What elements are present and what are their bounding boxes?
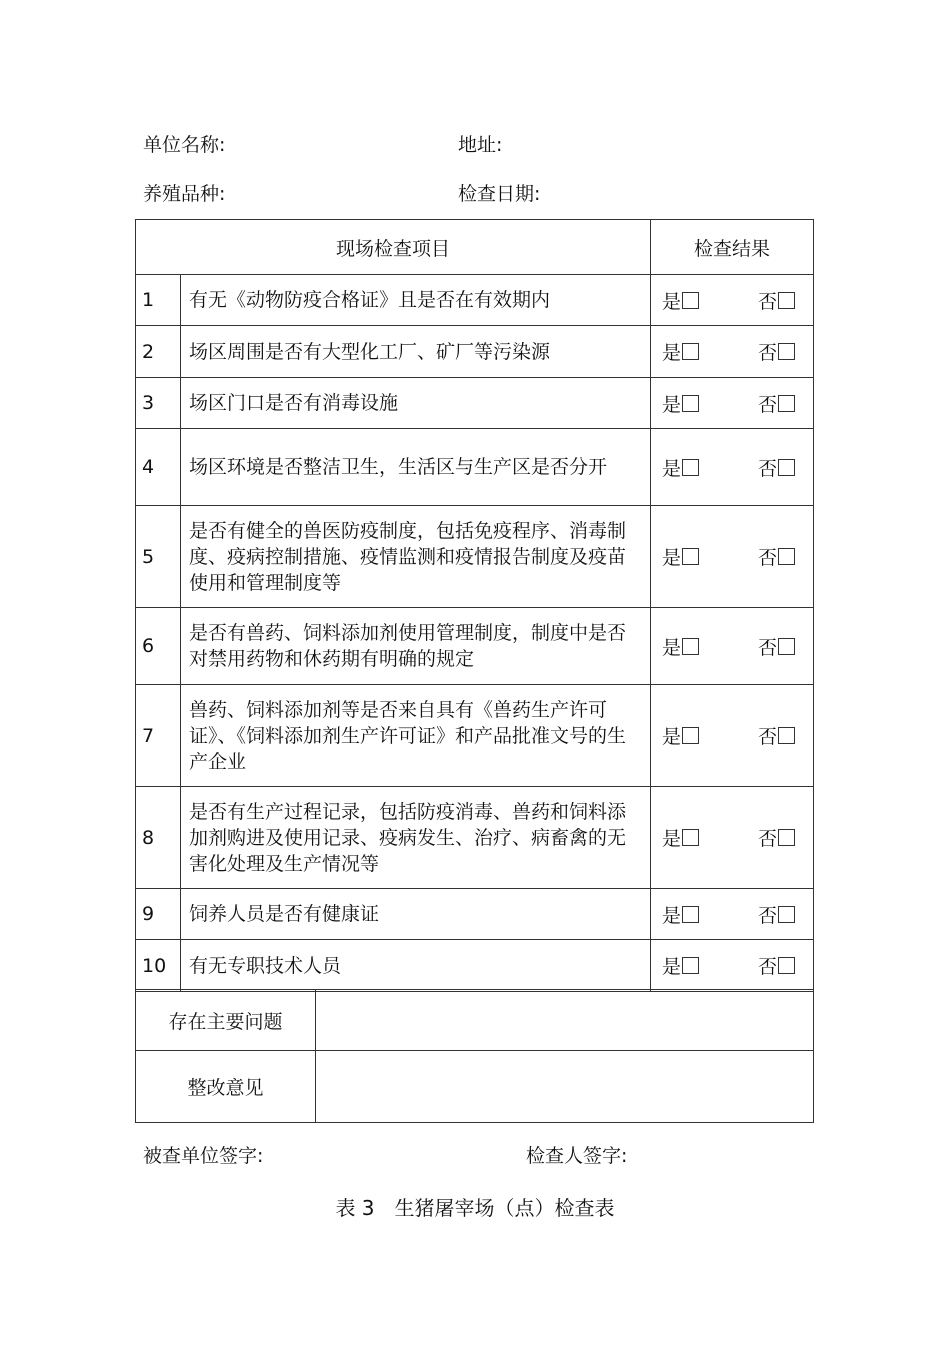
unit-name-label: 单位名称: [143,134,226,156]
row-number: 2 [136,326,181,378]
no-option[interactable] [758,454,795,481]
yes-checkbox[interactable] [682,395,699,412]
row-item-text: 是否有生产过程记录，包括防疫消毒、兽药和饲料添加剂购进及使用记录、疫病发生、治疗、病畜禽的无害化处理及生产情况等 [181,787,651,889]
table-row [136,608,814,685]
no-option[interactable] [758,824,795,851]
no-checkbox[interactable] [778,395,795,412]
table-row [136,429,814,506]
table-row [136,506,814,608]
advice-row [136,1051,814,1123]
yes-label: 是 [662,956,682,978]
inspection-items-table [135,219,814,992]
yes-checkbox[interactable] [682,292,699,309]
no-label: 否 [758,342,778,364]
no-label: 否 [758,828,778,850]
column-header-result: 检查结果 [651,220,814,275]
yes-label: 是 [662,636,682,659]
no-option[interactable] [758,633,795,660]
advice-field[interactable] [316,1051,814,1123]
row-item-text: 场区环境是否整洁卫生，生活区与生产区是否分开 [181,429,651,506]
problems-label: 存在主要问题 [136,990,316,1051]
no-checkbox[interactable] [778,906,795,923]
no-checkbox[interactable] [778,343,795,360]
yes-option[interactable] [662,390,699,417]
no-checkbox[interactable] [778,957,795,974]
row-result [651,787,814,889]
yes-option[interactable] [662,633,699,660]
no-option[interactable] [758,338,795,365]
remarks-table [135,989,814,1123]
row-item-text: 有无专职技术人员 [181,940,651,992]
row-number: 5 [136,506,181,608]
row-result [651,429,814,506]
yes-label: 是 [662,726,682,748]
yes-label: 是 [662,547,682,569]
yes-label: 是 [662,904,682,927]
table-row [136,275,814,326]
row-number: 6 [136,608,181,685]
yes-checkbox[interactable] [682,957,699,974]
yes-checkbox[interactable] [682,548,699,565]
row-result [651,889,814,940]
no-label: 否 [758,547,778,569]
row-item-text: 场区周围是否有大型化工厂、矿厂等污染源 [181,326,651,378]
no-label: 否 [758,726,778,748]
yes-checkbox[interactable] [682,906,699,923]
no-option[interactable] [758,722,795,749]
table-row [136,326,814,378]
no-option[interactable] [758,952,795,979]
breed-label: 养殖品种: [143,183,226,205]
row-number: 7 [136,685,181,787]
yes-option[interactable] [662,454,699,481]
no-option[interactable] [758,390,795,417]
no-label: 否 [758,393,778,416]
row-result [651,506,814,608]
table-row [136,940,814,992]
problems-row [136,990,814,1051]
no-label: 否 [758,457,778,480]
row-result [651,685,814,787]
no-checkbox[interactable] [778,292,795,309]
yes-label: 是 [662,828,682,850]
advice-label: 整改意见 [136,1051,316,1123]
row-item-text: 场区门口是否有消毒设施 [181,378,651,429]
row-number: 8 [136,787,181,889]
no-label: 否 [758,290,778,313]
column-header-items: 现场检查项目 [136,220,651,275]
yes-label: 是 [662,290,682,313]
row-item-text: 是否有健全的兽医防疫制度，包括免疫程序、消毒制度、疫病控制措施、疫情监测和疫情报告制度及疫苗使用和管理制度等 [181,506,651,608]
row-number: 3 [136,378,181,429]
row-item-text: 饲养人员是否有健康证 [181,889,651,940]
no-checkbox[interactable] [778,459,795,476]
inspection-date-label: 检查日期: [458,183,541,205]
inspector-signature-label: 检查人签字: [526,1145,628,1167]
row-result [651,608,814,685]
no-label: 否 [758,636,778,659]
no-checkbox[interactable] [778,727,795,744]
no-option[interactable] [758,287,795,314]
inspected-unit-signature-label: 被查单位签字: [143,1145,264,1167]
yes-option[interactable] [662,901,699,928]
table-row [136,685,814,787]
row-result [651,378,814,429]
yes-option[interactable] [662,287,699,314]
yes-label: 是 [662,457,682,480]
address-label: 地址: [458,134,503,156]
row-result [651,940,814,992]
yes-option[interactable] [662,338,699,365]
row-result [651,326,814,378]
row-number: 1 [136,275,181,326]
yes-label: 是 [662,393,682,416]
row-result [651,275,814,326]
table-row [136,378,814,429]
yes-checkbox[interactable] [682,459,699,476]
no-option[interactable] [758,543,795,570]
table-row [136,787,814,889]
yes-option[interactable] [662,722,699,749]
row-number: 9 [136,889,181,940]
yes-checkbox[interactable] [682,343,699,360]
yes-option[interactable] [662,952,699,979]
no-label: 否 [758,904,778,927]
row-number: 4 [136,429,181,506]
table-row [136,889,814,940]
no-label: 否 [758,956,778,978]
row-item-text: 有无《动物防疫合格证》且是否在有效期内 [181,275,651,326]
row-item-text: 兽药、饲料添加剂等是否来自具有《兽药生产许可证》、《饲料添加剂生产许可证》和产品批准文号的生产企业 [181,685,651,787]
yes-label: 是 [662,342,682,364]
yes-option[interactable] [662,543,699,570]
table-caption: 表 3 生猪屠宰场（点）检查表 [335,1196,615,1220]
table-body [136,275,814,992]
no-checkbox[interactable] [778,638,795,655]
no-checkbox[interactable] [778,548,795,565]
yes-option[interactable] [662,824,699,851]
row-item-text: 是否有兽药、饲料添加剂使用管理制度，制度中是否对禁用药物和休药期有明确的规定 [181,608,651,685]
row-number: 10 [136,940,181,992]
yes-checkbox[interactable] [682,638,699,655]
problems-field[interactable] [316,990,814,1051]
yes-checkbox[interactable] [682,829,699,846]
no-option[interactable] [758,901,795,928]
no-checkbox[interactable] [778,829,795,846]
yes-checkbox[interactable] [682,727,699,744]
table-header-row [136,220,814,275]
